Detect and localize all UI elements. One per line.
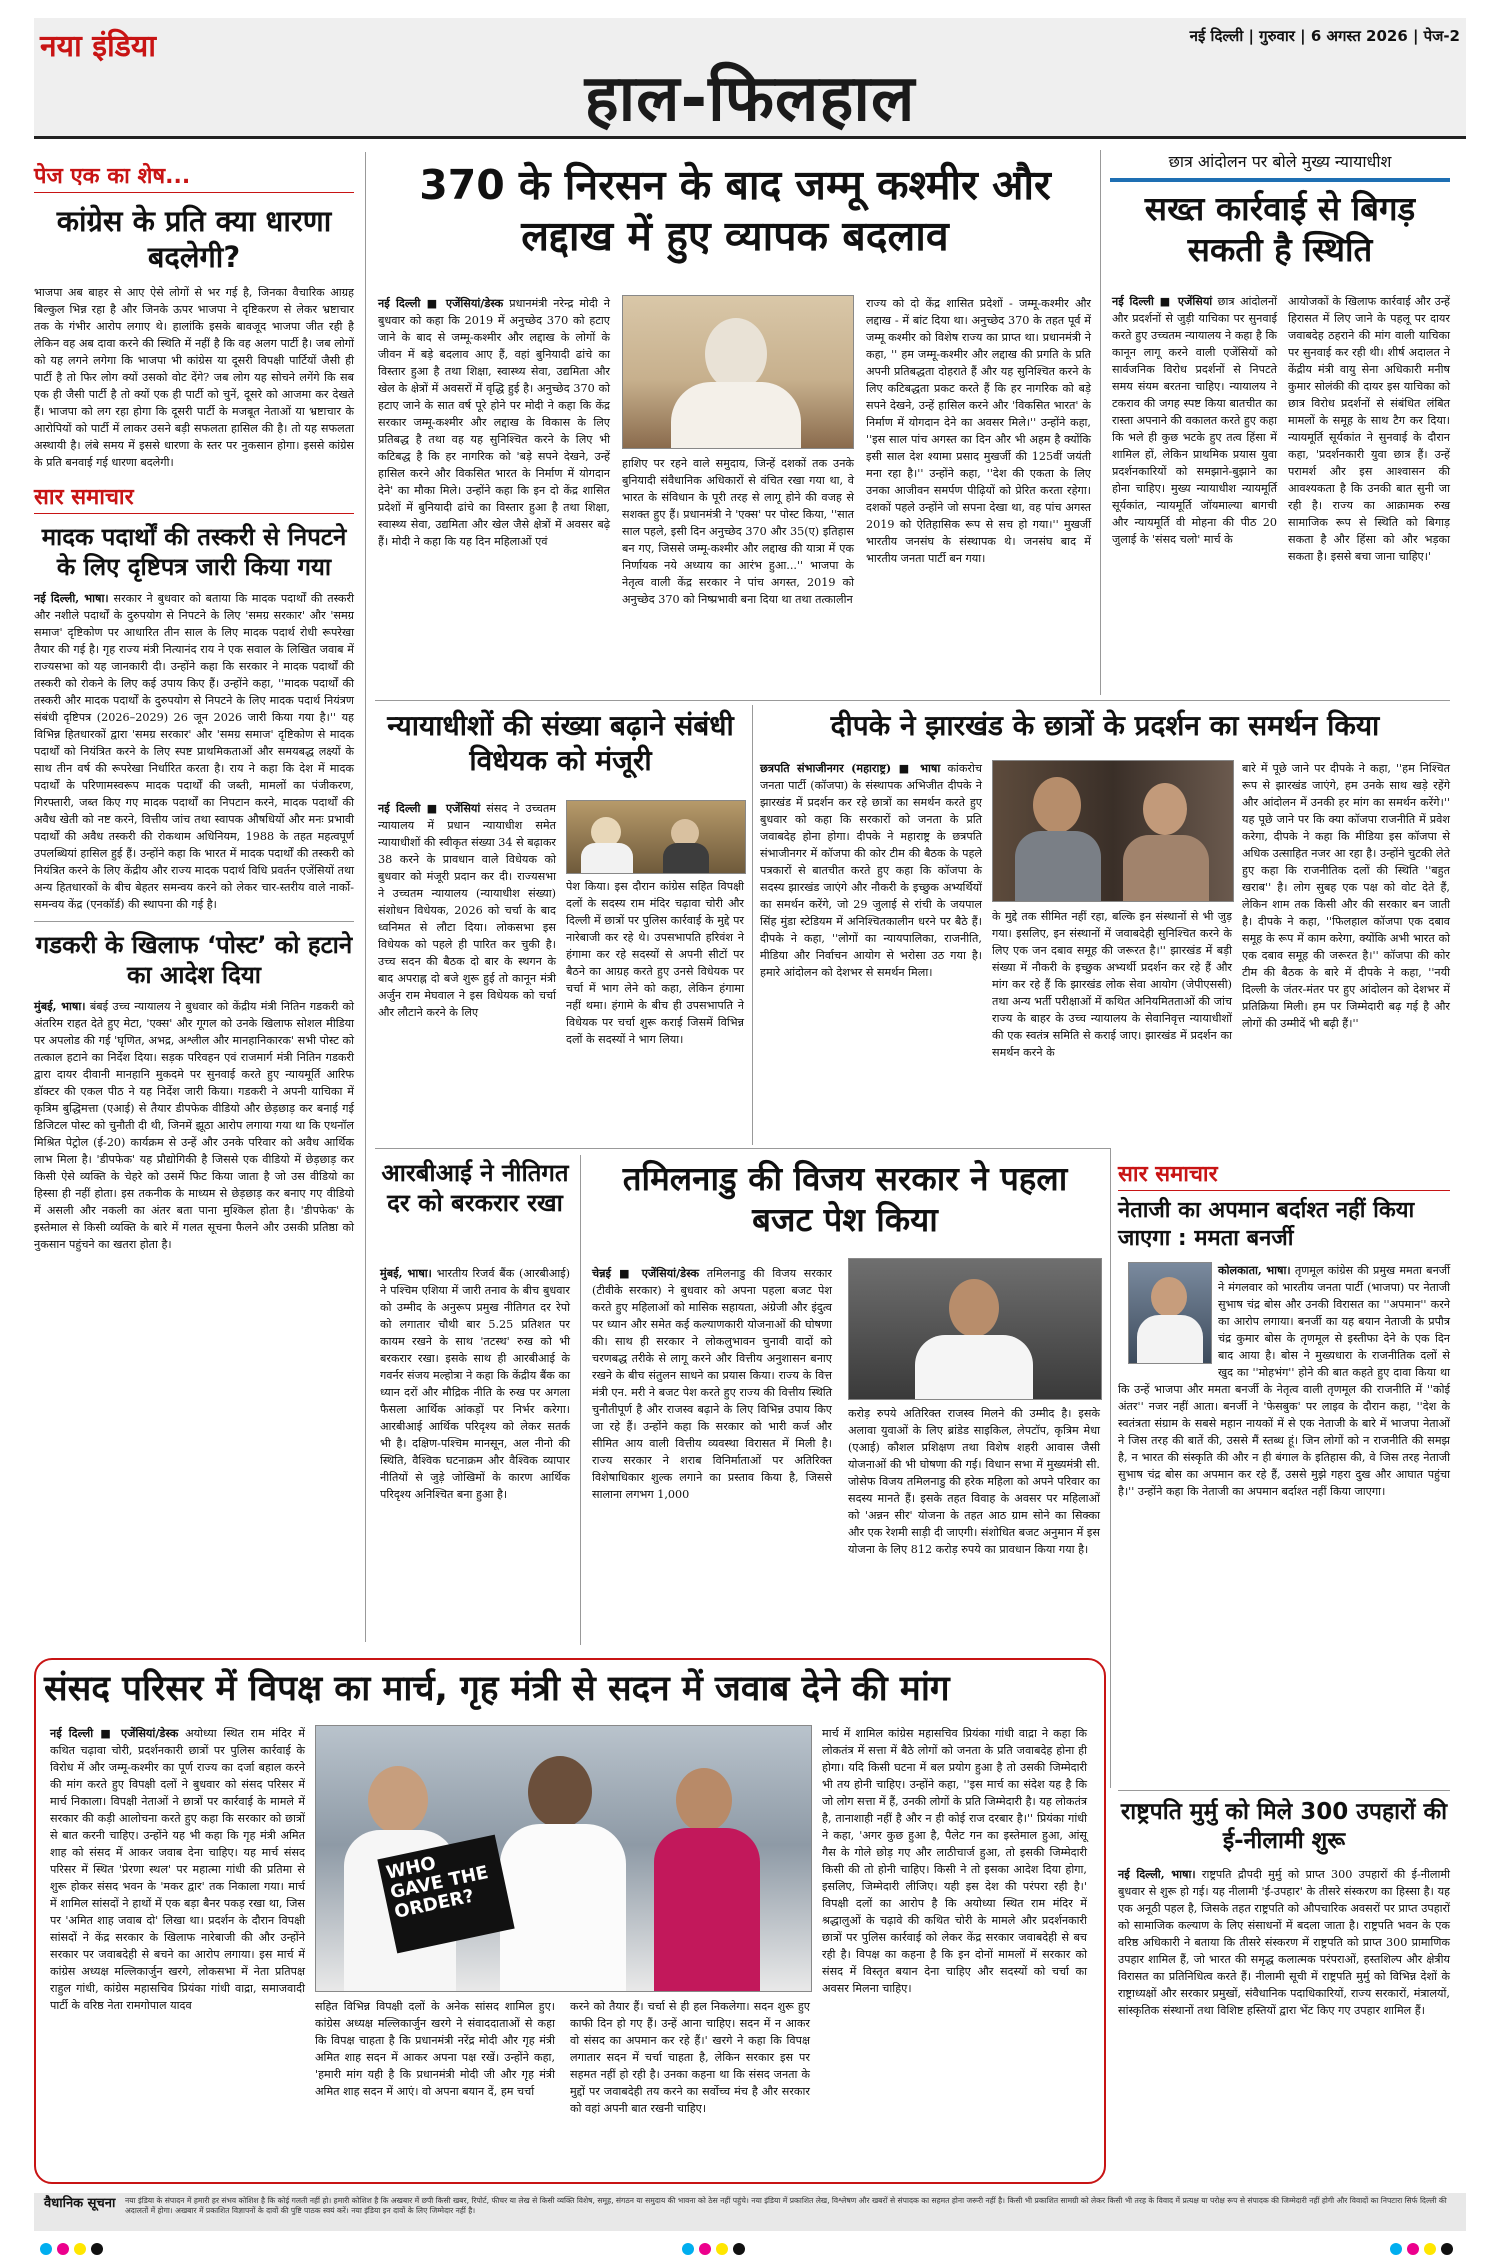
continued-kicker: पेज एक का शेष... [34, 160, 354, 193]
congress-body: भाजपा अब बाहर से आए ऐसे लोगों से भर गई है, जिनका वैचारिक आग्रह बिल्कुल भिन्न रहा है और जिनके ऊपर भाजपा ने दृष्टिकरण से लेकर भ्रष्टाचार तक के गंभीर आरोप लगाए थे। हालांकि इसके बावजूद भाजपा जीत रही है लेकिन वह अब दावा करने की स्थिति में नहीं है कि वह अलग पार्टी है। जब लोगों को यह लगने लगेगा कि भाजपा भी कांग्रेस या दूसरी विपक्षी पार्टियों जैसी ही पार्टी है तो फिर लोग क्यों उसको वोट देंगे? जब लोग यह सोचने लगेंगे कि सब एक ही जैसी पार्टी है तो क्यों एक ही पार्टी को चुनें, दूसरे को आजमा कर देखते हैं। भाजपा को लग रहा होगा कि दूसरी पार्टी के मजबूत नेताओं या भ्रष्टाचार के आरोपियों को पार्टी में लाकर उसने बड़ी सफलता हासिल की है। तो यह सफलता अस्थायी है। लंबे समय में इससे धारणा के स्तर पर नुकसान होगा। इससे कांग्रेस के प्रति बनवाई गई धारणा बदलेगी। [34, 285, 354, 469]
congress-headline: कांग्रेस के प्रति क्या धारणा बदलेगी? [56, 204, 332, 275]
left-column [34, 160, 354, 1253]
rbi-body: भारतीय रिजर्व बैंक (आरबीआई) ने पश्चिम एशिया में जारी तनाव के बीच बुधवार को उम्मीद के अनुरूप प्रमुख नीतिगत दर रेपो को लगातार चौथी बार 5.25 प्रतिशत पर कायम रखने के साथ 'तटस्थ' रुख को भी बरकरार रखा। इसके साथ ही आरबीआई के गवर्नर संजय मल्होत्रा ने कहा कि केंद्रीय बैंक का ध्यान दरों और मौद्रिक नीति के रुख पर अगला फैसला आर्थिक आंकड़ों पर निर्भर करेगा। आरबीआई आर्थिक परिदृश्य को लेकर सतर्क भी है। दक्षिण-पश्चिम मानसून, अल नीनो की स्थिति, वैश्विक घटनाक्रम और वैश्विक व्यापार नीतियों से जुड़े जोखिमों के कारण आर्थिक परिदृश्य अनिश्चित बना हुआ है। [380, 1267, 570, 1502]
cyan-dot-icon [1390, 2243, 1402, 2255]
cji-col-1 [1112, 293, 1277, 548]
cji-body-2: आयोजकों के खिलाफ कार्रवाई और उन्हें हिरासत में लिए जाने के पहलू पर दायर जवाबदेह ठहराने की मांग वाली याचिका पर सुनवाई कर रही थी। शीर्ष अदालत ने केंद्रीय मंत्री वायु सेना अधिकारी मनीष कुमार सोलंकी की दायर इस याचिका को छात्र विरोध प्रदर्शनों से संबंधित लंबित मामलों के समूह के साथ टैग कर दिया। न्यायमूर्ति सूर्यकांत ने सुनवाई के दौरान कहा, 'प्रदर्शनकारी युवा छात्र हैं। उन्हें परामर्श और इस आश्वासन की आवश्यकता है कि उनकी बात सुनी जा रही है। राज्य का आक्रामक रुख सामाजिक रूप से स्थिति को बिगाड़ सकता है और हिंसा को और भड़का सकता है। इससे बचा जाना चाहिए।' [1288, 295, 1450, 564]
poster-text: WHO GAVE THE ORDER? [384, 1852, 491, 1923]
cji-headline: सख्त कार्रवाई से बिगड़ सकती है स्थिति [1144, 189, 1416, 270]
mamata-dateline: कोलकाता, भाषा। [1218, 1263, 1291, 1277]
magenta-dot-icon [1407, 2243, 1419, 2255]
march-body-4: मार्च में शामिल कांग्रेस महासचिव प्रियंका गांधी वाद्रा ने कहा कि लोकतंत्र में सत्ता में बैठे लोगों को जनता के प्रति जवाबदेह होना ही होगा। यदि किसी घटना में बल प्रयोग हुआ है तो उसकी जिम्मेदारी भी तय होनी चाहिए। उन्होंने कहा, ''इस मार्च का संदेश यह है कि जो लोग सत्ता में हैं, उनकी लोगों के प्रति जिम्मेदारी है। यह लोकतंत्र है, तानाशाही नहीं है और न ही कोई राज दरबार है।'' प्रियंका गांधी ने कहा, 'अगर कुछ हुआ है, पैलेट गन का इस्तेमाल हुआ, आंसू गैस के गोले छोड़ गए और लाठीचार्ज हुआ, तो इसकी जिम्मेदारी किसी की तो होनी चाहिए। किसी ने तो इसका आदेश दिया होगा, इसलिए, जिम्मेदारी लीजिए। यही इस देश की परंपरा रही है।' विपक्षी दलों का आरोप है कि अयोध्या स्थित राम मंदिर में श्रद्धालुओं के चढ़ावे की कथित चोरी के मामले और प्रदर्शनकारी छात्रों पर पुलिस कार्रवाई को लेकर केंद्र सरकार जवाबदेही से बच रही है। विपक्ष का कहना है कि इन दोनों मामलों में सरकार को संसद में विस्तृत बयान देना चाहिए और सदस्यों को चर्चा का अवसर मिलना चाहिए। [822, 1727, 1087, 1996]
march-body-2: सहित विभिन्न विपक्षी दलों के अनेक सांसद शामिल हुए। कांग्रेस अध्यक्ष मल्लिकार्जुन खरगे ने संवाददाताओं से कहा कि विपक्ष चाहता है कि प्रधानमंत्री नरेंद्र मोदी और गृह मंत्री अमित शाह सदन में आकर अपना पक्ष रखें। उन्होंने कहा, 'हमारी मांग यही है कि प्रधानमंत्री मोदी जी और गृह मंत्री अमित शाह सदन में आएं। वो अपना बयान दें, हम चर्चा [315, 2000, 555, 2099]
cji-body-1: छात्र आंदोलनों और प्रदर्शनों से जुड़ी याचिका पर सुनवाई करते हुए उच्चतम न्यायालय ने कहा है कि कानून लागू करने वाली एजेंसियों को सार्वजनिक विरोध प्रदर्शनों से निपटते समय संयम बरतना चाहिए। न्यायालय ने टकराव की जगह स्पष्ट किया बातचीत का रास्ता अपनाने की वकालत करते हुए कहा कि भले ही कुछ भटके हुए तत्व हिंसा में शामिल हों, लेकिन प्राथमिक प्रयास युवा प्रदर्शनकारियों को समझाने-बुझाने का होना चाहिए। मुख्य न्यायाधीश न्यायमूर्ति सूर्यकांत, न्यायमूर्ति जॉयमाल्या बागची और न्यायमूर्ति वी मोहना की पीठ 20 जुलाई के 'संसद चलो' मार्च के [1112, 295, 1277, 547]
yellow-dot-icon [716, 2243, 728, 2255]
face-shape [705, 318, 767, 390]
march-dateline: नई दिल्ली ■ एजेंसियां/डेस्क [50, 1726, 179, 1740]
gadkari-body: बंबई उच्च न्यायालय ने बुधवार को केंद्रीय मंत्री नितिन गडकरी को अंतरिम राहत देते हुए मेटा, 'एक्स' और गूगल को उनके खिलाफ सोशल मीडिया पर अपलोड की गई 'घृणित, अभद्र, अश्लील और मानहानिकारक' सभी पोस्ट को तत्काल हटाने का निर्देश दिया। सड़क परिवहन एवं राजमार्ग मंत्री नितिन गडकरी द्वारा दायर दीवानी मानहानि मुकदमे पर सुनवाई करते हुए न्यायमूर्ति आरिफ डॉक्टर की एकल पीठ ने यह निर्देश जारी किया। गडकरी ने अपनी याचिका में कृत्रिम बुद्धिमत्ता (एआई) से तैयार डीपफेक वीडियो और छेड़छाड़ कर बनाई गई डिजिटल पोस्ट को चुनौती दी थी, जिनमें झूठा आरोप लगाया गया था कि एथनॉल मिश्रित पेट्रोल (ई-20) कार्यक्रम से उन्हें और उनके परिवार को अवैध आर्थिक लाभ मिला है। 'डीपफेक' यह प्रौद्योगिकी है जिससे एक वीडियो में छेड़छाड़ कर किसी ऐसे व्यक्ति के चेहरे को उसमें फिट किया जाता है जो उस वीडियो का हिस्सा ही नहीं होता। इस तकनीक के माध्यम से छेड़छाड़ कर बनाए गए वीडियो में असली और नकली का अंतर बता पाना मुश्किल होता है। 'डीपफेक' के इस्तेमाल से किसी व्यक्ति के बारे में गलत सूचना फैलने और उसकी प्रतिष्ठा को नुकसान पहुंचने का खतरा होता है। [34, 999, 355, 1252]
cji-story [1110, 150, 1450, 271]
rbi-dateline: मुंबई, भाषा। [380, 1266, 432, 1280]
tn-dateline: चेन्नई ■ एजेंसियां/डेस्क [592, 1266, 700, 1280]
cji-dateline: नई दिल्ली ■ एजेंसियां [1112, 294, 1213, 308]
gadkari-headline: गडकरी के खिलाफ ‘पोस्ट’ को हटाने का आदेश दिया [35, 930, 353, 989]
lead-col-3 [866, 295, 1091, 567]
lead-body-1: प्रधानमंत्री नरेन्द्र मोदी ने बुधवार को कहा कि 2019 में अनुच्छेद 370 को हटाए जाने के बाद से जम्मू-कश्मीर और लद्दाख के लोगों के जीवन में बड़े बदलाव आए हैं, वहां बुनियादी ढांचे का विस्तार हुआ है तथा शिक्षा, स्वास्थ्य सेवा, उद्यमिता और खेल के क्षेत्रों में अवसरों में वृद्धि हुई है। अनुच्छेद 370 को हटाए जाने के सात वर्ष पूरे होने पर मोदी ने कहा कि केंद्र सरकार जम्मू-कश्मीर और लद्दाख के विकास के लिए प्रतिबद्ध है तथा वह यह सुनिश्चित करने के लिए भी कटिबद्ध है कि हर नागरिक को 'बड़े सपने देखने, उन्हें हासिल करने और विकसित भारत के निर्माण में योगदान देने' का मौका मिले। उन्होंने कहा कि इन दो केंद्र शासित प्रदेशों में बुनियादी ढांचे का विस्तार हुआ है तथा शिक्षा, स्वास्थ्य सेवा, उद्यमिता और खेल जैसे क्षेत्रों में अवसर बढ़े हैं। मोदी ने कहा कि यह दिन महिलाओं एवं [378, 297, 610, 549]
march-photo [315, 1725, 812, 1992]
black-dot-icon [733, 2243, 745, 2255]
news-brief-kicker: सार समाचार [34, 481, 354, 514]
newspaper-logo: नया इंडिया [40, 29, 156, 64]
lead-headline: 370 के निरसन के बाद जम्मू कश्मीर और लद्दाख में हुए व्यापक बदलाव [419, 161, 1051, 261]
jharkhand-body-1: कांकरोच जनता पार्टी (कॉजपा) के संस्थापक अभिजीत दीपके ने झारखंड में प्रदर्शन कर रहे छात्रों का समर्थन करते हुए बुधवार को कहा कि सरकारों को जनता के प्रति जवाबदेह होना होगा। दीपके ने महाराष्ट्र के छत्रपति संभाजीनगर में कॉजपा की कोर टीम की बैठक के पहले पत्रकारों से बातचीत करते हुए कहा कि कॉजपा के सदस्य झारखंड जाएंगे और नौकरी के इच्छुक अभ्यर्थियों का समर्थन करेंगे, जो 29 जुलाई से रांची के जयपाल सिंह मुंडा स्टेडियम में अनिश्चितकालीन धरने पर बैठे हैं। दीपके ने कहा, ''लोगों का न्यायपालिका, राजनीति, मीडिया और निर्वाचन आयोग से भरोसा उठ गया है। हमारे आंदोलन को देशभर से समर्थन मिला। [760, 762, 982, 980]
murmu-headline: राष्ट्रपति मुर्मु को मिले 300 उपहारों की ई-नीलामी शुरू [1120, 1799, 1448, 1854]
murmu-dateline: नई दिल्ली, भाषा। [1118, 1867, 1196, 1881]
march-col-4 [822, 1725, 1087, 1997]
cyan-dot-icon [682, 2243, 694, 2255]
tn-headline: तमिलनाडु की विजय सरकार ने पहला बजट पेश किया [622, 1159, 1068, 1240]
rbi-headline: आरबीआई ने नीतिगत दर को बरकरार रखा [381, 1159, 569, 1217]
section-title: हाल-फिलहाल [584, 62, 916, 136]
march-col-1 [50, 1725, 305, 2014]
judges-body-1: संसद ने उच्चतम न्यायालय में प्रधान न्यायाधीश समेत न्यायाधीशों की स्वीकृत संख्या 34 से बढ़ाकर 38 करने के प्रावधान वाले विधेयक को बुधवार को मंजूरी प्रदान कर दी। राज्यसभा ने उच्चतम न्यायालय (न्यायाधीश संख्या) संशोधन विधेयक, 2026 को चर्चा के बाद ध्वनिमत से लौटा दिया। लोकसभा इस विधेयक को पहले ही पारित कर चुकी है। उच्च सदन की बैठक दो बार के स्थगन के बाद अपराह्न दो बजे शुरू हुई तो कानून मंत्री अर्जुन राम मेघवाल ने इस विधेयक को चर्चा और लौटाने करने के लिए [378, 802, 556, 1020]
tn-col-1 [592, 1265, 832, 1503]
march-body-1: अयोध्या स्थित राम मंदिर में कथित चढ़ावा चोरी, प्रदर्शनकारी छात्रों पर पुलिस कार्रवाई के विरोध में और जम्मू-कश्मीर का पूर्ण राज्य का दर्जा बहाल करने की मांग करते हुए विपक्षी दलों ने बुधवार को संसद परिसर में मार्च निकाला। विपक्षी नेताओं ने छात्रों पर कार्रवाई के मामले में सरकार की कड़ी आलोचना करते हुए कहा कि सरकार को छात्रों से बात करनी चाहिए। उन्होंने यह भी कहा कि गृह मंत्री अमित शाह को संसद में आकर जवाब देना चाहिए। यह मार्च संसद परिसर में स्थित 'प्रेरणा स्थल' पर महात्मा गांधी की प्रतिमा से शुरू होकर संसद भवन के 'मकर द्वार' तक निकाला गया। मार्च में शामिल सांसदों ने हाथों में एक बड़ा बैनर पकड़ रखा था, जिस पर 'अमित शाह जवाब दो' लिखा था। प्रदर्शन के दौरान विपक्षी सांसदों ने केंद्र सरकार के खिलाफ नारेबाजी की और उन्होंने सरकार पर जवाबदेही से बचने का आरोप लगाया। इस मार्च में कांग्रेस अध्यक्ष मल्लिकार्जुन खरगे, लोकसभा में नेता प्रतिपक्ष राहुल गांधी, कांग्रेस महासचिव प्रियंका गांधी वाद्रा, समाजवादी पार्टी के वरिष्ठ नेता रामगोपाल यादव [50, 1727, 305, 2013]
registration-marks-left [40, 2240, 108, 2259]
march-headline: संसद परिसर में विपक्ष का मार्च, गृह मंत्री से सदन में जवाब देने की मांग [44, 1669, 950, 1709]
black-dot-icon [91, 2243, 103, 2255]
judges-headline: न्यायाधीशों की संख्या बढ़ाने संबंधी विधेयक को मंजूरी [387, 709, 734, 777]
legal-notice-text: नया इंडिया के संपादन में हमारी हर संभव कोशिश है कि कोई गलती नहीं हो। हमारी कोशिश है कि अखबार में छपी किसी खबर, रिपोर्ट, फीचर या लेख से किसी व्यक्ति विशेष, समूह, संगठन या समुदाय की भावना को ठेस नहीं पहुंचे। नया इंडिया में प्रकाशित लेख, विश्लेषण और खबरों से संपादक का सहमत होना जरूरी नहीं है। किसी भी प्रकाशित सामग्री को लेकर किसी भी तरह के विवाद में प्रत्यक्ष या परोक्ष रूप से संपादक की जिम्मेदारी नहीं होगी और विवादों का निपटारा सिर्फ दिल्ली की अदालतों में होगा। अखबार में प्रकाशित विज्ञापनों के दावों की पुष्टि पाठक स्वयं करें। नया इंडिया इन दावों के लिए जिम्मेदार नहीं है। [125, 2196, 1447, 2215]
mamata-headline: नेताजी का अपमान बर्दाश्त नहीं किया जाएगा : ममता बनर्जी [1118, 1198, 1415, 1251]
modi-photo [622, 295, 854, 449]
cyan-dot-icon [40, 2243, 52, 2255]
mamata-column [1118, 1262, 1450, 1500]
lead-col-1 [378, 295, 610, 550]
jharkhand-col-3 [1242, 760, 1450, 1032]
narcotics-dateline: नई दिल्ली, भाषा। [34, 590, 109, 605]
murmu-column [1118, 1866, 1450, 2019]
body-shape [671, 382, 801, 449]
magenta-dot-icon [57, 2243, 69, 2255]
jharkhand-col-2 [992, 908, 1232, 1061]
lead-body-3: राज्य को दो केंद्र शासित प्रदेशों - जम्मू-कश्मीर और लद्दाख - में बांट दिया था। अनुच्छेद 370 के तहत पूर्व में जम्मू कश्मीर को विशेष राज्य का प्राप्त था। प्रधानमंत्री ने कहा, '' हम जम्मू-कश्मीर और लद्दाख की प्रगति के प्रति अपनी प्रतिबद्धता दोहराते हैं और यह सुनिश्चित करने के लिए कटिबद्धता प्रकट करते हैं कि हर नागरिक को बड़े सपने देखने, उन्हें हासिल करने और 'विकसित भारत' के निर्माण में योगदान देने का अवसर मिले।'' उन्होंने कहा, ''इस साल पांच अगस्त का दिन और भी अहम है क्योंकि इसी साल देश श्यामा प्रसाद मुखर्जी की 125वीं जयंती मना रहा है।'' उन्होंने कहा, ''देश की एकता के लिए उनका आजीवन समर्पण पीढ़ियों को प्रेरित करता रहेगा। दशकों पहले उन्होंने जो सपना देखा था, वह पांच अगस्त 2019 को ऐतिहासिक रूप से सच हो गया।'' मुखर्जी भारतीय जनसंघ के संस्थापक थे। जनसंघ बाद में भारतीय जनता पार्टी बन गया। [866, 297, 1091, 566]
gadkari-dateline: मुंबई, भाषा। [34, 998, 86, 1013]
mamata-story [1118, 1158, 1450, 1260]
yellow-dot-icon [1424, 2243, 1436, 2255]
registration-marks-center [682, 2240, 750, 2259]
lead-dateline: नई दिल्ली ■ एजेंसियां/डेस्क [378, 296, 504, 310]
rbi-column [380, 1265, 570, 1503]
judges-col-1 [378, 800, 556, 1021]
narcotics-body: सरकार ने बुधवार को बताया कि मादक पदार्थों की तस्करी और नशीले पदार्थों के दुरुपयोग से निपटने के लिए 'समग्र सरकार' और 'समग्र समाज' दृष्टिकोण पर आधारित तीन साल के लिए मादक पदार्थ रोधी रूपरेखा तैयार की गई है। गृह राज्य मंत्री नित्यानंद राय ने एक सवाल के लिखित जवाब में राज्यसभा को यह जानकारी दी। उन्होंने कहा कि सरकार ने मादक पदार्थों की तस्करी को रोकने के लिए कई उपाय किए हैं। उन्होंने कहा, ''मादक पदार्थों की तस्करी और मादक पदार्थों के दुरुपयोग से निपटने के लिए मादक पदार्थ नियंत्रण संबंधी दृष्टिपत्र (2026–2029) 26 जून 2026 जारी किया गया है।'' यह विभिन्न हितधारकों द्वारा 'समग्र सरकार' और 'समग्र समाज' दृष्टिकोण से मादक पदार्थों को नियंत्रित करने के लिए स्पष्ट प्राथमिकताओं और समयबद्ध लक्ष्यों के साथ तीन वर्ष की रूपरेखा निर्धारित करता है। राय ने कहा कि देश में मादक पदार्थों के परिणामस्वरूप मादक पदार्थों की जब्ती, मामलों का पंजीकरण, गिरफ्तारी, जब्त किए गए मादक पदार्थों का निपटान करने, मादक पदार्थों की अवैध खेती को नष्ट करने, वित्तीय जांच तथा स्वापक औषधियों और मनः प्रभावी पदार्थों की अवैध तस्करी की रोकथाम अधिनियम, 1988 के तहत महत्वपूर्ण उपलब्धियां हासिल हुई हैं। उन्होंने कहा कि भारत में मादक पदार्थों की तस्करी को नियंत्रित करने के लिए केंद्रीय और राज्य मादक पदार्थ विधि प्रवर्तन एजेंसियों तथा अन्य हितधारकों के बीच बेहतर समन्वय करने को लेकर चार-स्तरीय वाले नार्को-समन्वय केंद्र (एनकॉर्ड) की स्थापना की गई है। [34, 591, 354, 911]
murmu-body: राष्ट्रपति द्रौपदी मुर्मु को प्राप्त 300 उपहारों की ई-नीलामी बुधवार से शुरू हो गई। यह नीलामी 'ई-उपहार' के तीसरे संस्करण का हिस्सा है। यह एक अनूठी पहल है, जिसके तहत राष्ट्रपति को औपचारिक अवसरों पर प्राप्त उपहारों को सामाजिक कल्याण के लिए संसाधनों में बदला जाता है। राष्ट्रपति भवन के एक वरिष्ठ अधिकारी ने बताया कि तीसरे संस्करण में राष्ट्रपति को प्राप्त 300 प्रामाणिक उपहार शामिल हैं, जो भारत की समृद्ध कलात्मक परंपराओं, हस्तशिल्प और क्षेत्रीय विरासत का प्रतिनिधित्व करते हैं। नीलामी सूची में राष्ट्रपति मुर्मु को विभिन्न देशों के राष्ट्राध्यक्षों और सरकार प्रमुखों, संवैधानिक पदाधिकारियों, राज्य सरकारों, मंत्रालयों, सांस्कृतिक संस्थानों तथा विशिष्ट हस्तियों द्वारा भेंट किए गए उपहार शामिल हैं। [1118, 1868, 1450, 2018]
tn-col-2 [848, 1405, 1100, 1558]
lead-col-2 [622, 455, 854, 608]
lead-body-2: हाशिए पर रहने वाले समुदाय, जिन्हें दशकों तक उनके बुनियादी संवैधानिक अधिकारों से वंचित रखा गया था, वे भारत के संविधान के पूरी तरह से लागू होने की वजह से सशक्त हुए हैं। प्रधानमंत्री ने 'एक्स' पर पोस्ट किया, ''सात साल पहले, इसी दिन अनुच्छेद 370 और 35(ए) इतिहास बन गए, जिससे जम्मू-कश्मीर और लद्दाख की यात्रा में एक निर्णायक नये अध्याय का आरंभ हुआ...'' भाजपा के नेतृत्व वाली केंद्र सरकार ने पांच अगस्त, 2019 को अनुच्छेद 370 को निष्प्रभावी बना दिया था तथा तत्कालीन [622, 457, 854, 607]
jharkhand-body-2: के मुद्दे तक सीमित नहीं रहा, बल्कि इन संस्थानों से भी जुड़ गया। इसलिए, इन संस्थानों में जवाबदेही सुनिश्चित करने के लिए एक जन दबाव समूह की जरूरत है।'' झारखंड में बड़ी संख्या में नौकरी के इच्छुक अभ्यर्थी प्रदर्शन कर रहे हैं और मांग कर रहे हैं कि झारखंड लोक सेवा आयोग (जेपीएससी) तथा अन्य भर्ती परीक्षाओं में कथित अनियमितताओं की जांच राज्य के बाहर के उच्च न्यायालय के सेवानिवृत्त न्यायाधीशों की एक स्वतंत्र समिति से कराई जाए। झारखंड में प्रदर्शन का समर्थन करने के [992, 910, 1232, 1060]
mamata-body: तृणमूल कांग्रेस की प्रमुख ममता बनर्जी ने मंगलवार को भारतीय जनता पार्टी (भाजपा) पर नेताजी सुभाष चंद्र बोस और उनकी विरासत का ''अपमान'' करने का आरोप लगाया। बनर्जी का यह बयान नेताजी के प्रपौत्र चंद्र कुमार बोस के तृणमूल से इस्तीफा देने के एक दिन बाद आया है। बोस ने मुख्यधारा के राजनीतिक दलों से खुद का ''मोहभंग'' होने की बात कहते हुए दावा किया था कि उन्हें भाजपा और ममता बनर्जी के नेतृत्व वाली तृणमूल की राजनीति में ''कोई अंतर'' नजर नहीं आता। बनर्जी ने 'फेसबुक' पर लाइव के दौरान कहा, ''देश के स्वतंत्रता संग्राम के सबसे महान नायकों में से एक नेताजी के बारे में भाजपा नेताओं ने जिस तरह की बातें की, उससे मैं स्तब्ध हूं। जिन लोगों को न राजनीति की समझ है, न भारत की संस्कृति की और न ही बंगाल के इतिहास की, वे जिस तरह नेताजी सुभाष चंद्र बोस का अपमान कर रहे हैं, उससे मुझे गहरा दुख और आघात पहुंचा है।'' उन्होंने कहा कि नेताजी का अपमान बर्दाश्त नहीं किया जाएगा। [1118, 1264, 1450, 1499]
parliament-photo [566, 800, 746, 874]
tn-body-1: तमिलनाडु की विजय सरकार (टीवीके सरकार) ने बुधवार को अपना पहला बजट पेश करते हुए महिलाओं को मासिक सहायता, अंग्रेजी और इंदुत्व पर ध्यान और समेत कई कल्याणकारी योजनाओं की घोषणा की। साथ ही सरकार ने लोकलुभावन चुनावी वादों को चरणबद्ध तरीके से लागू करने और वित्तीय अनुशासन बनाए रखने के बीच संतुलन साधने का प्रयास किया। राज्य के वित्त मंत्री एन. मरी ने बजट पेश करते हुए राज्य की वित्तीय स्थिति चुनौतीपूर्ण है और राजस्व बढ़ाने के लिए विभिन्न उपाय किए जा रहे हैं। उन्होंने कहा कि सरकार को भारी कर्ज और सीमित आय वाली वित्तीय व्यवस्था विरासत में मिली है। राज्य सरकार ने शराब विनिर्माताओं पर अतिरिक्त विशेषाधिकार शुल्क लगाने का प्रस्ताव किया है, जिससे सालाना लगभग 1,000 [592, 1267, 833, 1502]
jharkhand-headline: दीपके ने झारखंड के छात्रों के प्रदर्शन का समर्थन किया [830, 709, 1380, 742]
judges-dateline: नई दिल्ली ■ एजेंसियां [378, 801, 481, 815]
march-col-2 [315, 1998, 555, 2100]
judges-body-2: पेश किया। इस दौरान कांग्रेस सहित विपक्षी दलों के सदस्य राम मंदिर चढ़ावा चोरी और दिल्ली में छात्रों पर पुलिस कार्रवाई के मुद्दे पर नारेबाजी कर रहे थे। उपसभापति हरिवंश ने हंगामा कर रहे सदस्यों से अपनी सीटों पर बैठने का आग्रह करते हुए उनसे विधेयक पर चर्चा में भाग लेने को कहा, लेकिन हंगामा नहीं थमा। हंगामे के बीच ही उपसभापति ने विधेयक पर चर्चा शुरू कराई जिसमें विभिन्न दलों के सदस्यों ने भाग लिया। [566, 880, 744, 1047]
mamata-kicker: सार समाचार [1118, 1158, 1450, 1191]
cji-col-2 [1288, 293, 1450, 565]
vijay-photo [848, 1258, 1102, 1400]
jharkhand-dateline: छत्रपति संभाजीनगर (महाराष्ट्र) ■ भाषा [760, 761, 941, 775]
narcotics-headline: मादक पदार्थों की तस्करी से निपटने के लिए दृष्टिपत्र जारी किया गया [41, 522, 347, 581]
jharkhand-col-1 [760, 760, 982, 981]
deepke-photo [992, 760, 1234, 902]
cji-kicker: छात्र आंदोलन पर बोले मुख्य न्यायाधीश [1168, 152, 1392, 171]
black-dot-icon [1441, 2243, 1453, 2255]
judges-col-2 [566, 878, 744, 1048]
registration-marks-right [1390, 2240, 1458, 2259]
magenta-dot-icon [699, 2243, 711, 2255]
march-body-3: करने को तैयार हैं। चर्चा से ही हल निकलेगा। सदन शुरू हुए काफी दिन हो गए हैं। उन्हें आना चाहिए। सदन में न आकर वो संसद का अपमान कर रहे हैं।' खरगे ने कहा कि विपक्ष लगातार सदन में चर्चा चाहता है, लेकिन सरकार इस पर सहमत नहीं हो रही है। उनका कहना था कि संसद जनता के मुद्दों पर जवाबदेही तय करने का सर्वोच्च मंच है और सरकार को वहां अपनी बात रखनी चाहिए। [570, 2000, 810, 2116]
jharkhand-body-3: बारे में पूछे जाने पर दीपके ने कहा, ''हम निश्चित रूप से झारखंड जाएंगे, हम उनके साथ खड़े रहेंगे और आंदोलन में उनकी हर मांग का समर्थन करेंगे।'' यह पूछे जाने पर कि क्या कॉजपा राजनीति में प्रवेश करेगा, दीपके ने कहा कि मीडिया इस कॉजपा से अधिक उत्साहित नजर आ रहा है। उन्होंने चुटकी लेते हुए कहा कि राजनीतिक दलों की स्थिति ''बहुत खराब'' है। लोग सुबह एक पक्ष को वोट देते हैं, लेकिन शाम तक किसी और की सरकार बन जाती है। दीपके ने कहा, ''फिलहाल कॉजपा एक दबाव समूह के रूप में काम करेगा, क्योंकि अभी भारत को एक दबाव समूह की जरूरत है।'' कॉजपा की कोर टीम की बैठक के बारे में दीपके ने कहा, ''नयी दिल्ली के जंतर-मंतर पर हुए आंदोलन को देशभर में प्रतिक्रिया मिली। हम पर जिम्मेदारी बढ़ गई है और लोगों की उम्मीदें भी बढ़ी हैं।'' [1242, 762, 1450, 1031]
dateline: नई दिल्ली | गुरुवार | 6 अगस्त 2026 | पेज-2 [1189, 27, 1460, 45]
march-col-3 [570, 1998, 810, 2117]
yellow-dot-icon [74, 2243, 86, 2255]
tn-body-2: करोड़ रुपये अतिरिक्त राजस्व मिलने की उम्मीद है। इसके अलावा युवाओं के लिए ब्रांडेड साइकिल, लेपटॉप, कृत्रिम मेधा (एआई) कौशल प्रशिक्षण तथा विशेष शहरी आवास जैसी योजनाओं की भी घोषणा की गई। विधान सभा में मुख्यमंत्री सी. जोसेफ विजय तमिलनाडु की हरेक महिला को अपने परिवार का सदस्य मानते हैं। इसके तहत विवाह के अवसर पर महिलाओं को 'अन्नन सीर' योजना के तहत आठ ग्राम सोने का सिक्का और एक रेशमी साड़ी दी जाएगी। संशोधित बजट अनुमान में इस योजना के लिए 812 करोड़ रुपये का प्रावधान किया गया है। [848, 1407, 1100, 1557]
legal-notice-label: वैधानिक सूचना [44, 2196, 116, 2211]
